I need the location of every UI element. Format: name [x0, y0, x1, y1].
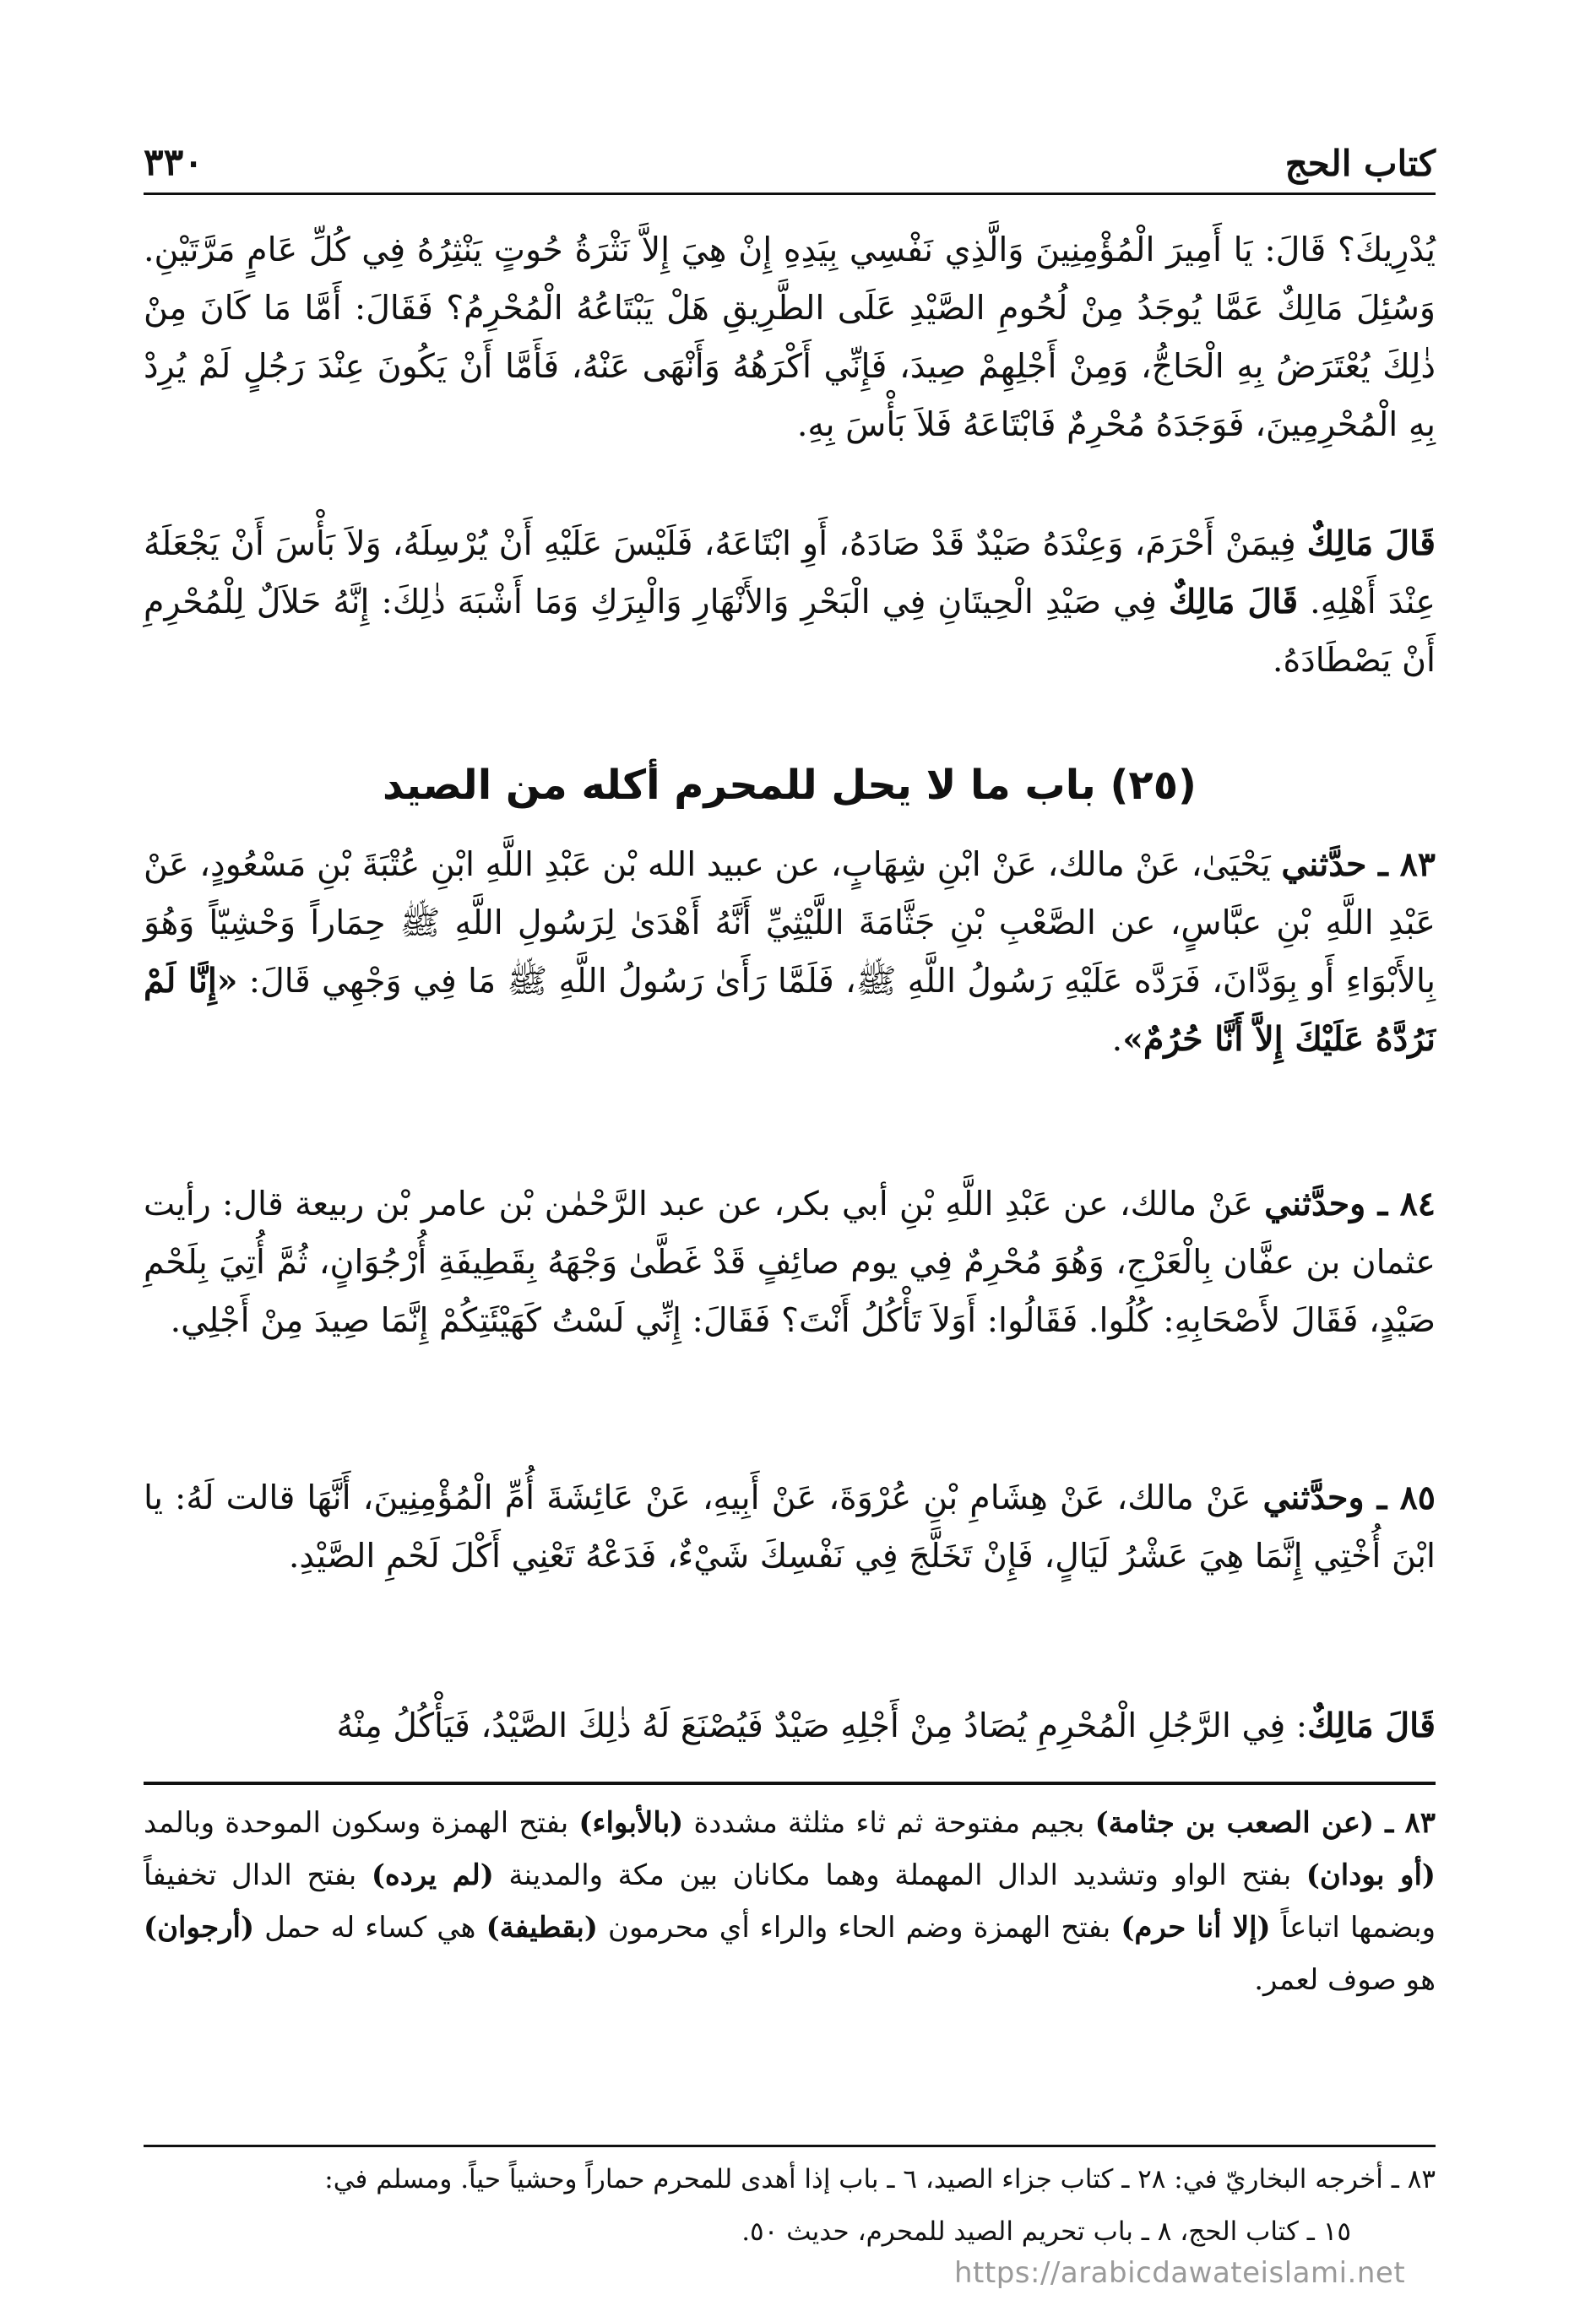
note-term-1: (عن الصعب بن جثامة) [1094, 1806, 1375, 1840]
note-text-2: بفتح الهمزة وسكون الموحدة وبالمد [144, 1806, 579, 1840]
paragraph-6 [144, 1697, 1436, 1755]
note-term-6: (بقطيفة) [486, 1911, 598, 1945]
paragraph-6-text [144, 1697, 1436, 1755]
hadith-83-text [144, 836, 1436, 1069]
paragraph-2-part-a: فِيمَنْ أَحْرَمَ، وَعِنْدَهُ صَيْدٌ قَدْ صَادَهُ، أَوِ ابْتَاعَهُ، فَلَيْسَ عَلَيْهِ أَنْ يُرْسِلَهُ، وَلاَ بَأْسَ أَنْ يَجْعَلَهُ عِنْدَ أَهْلِهِ. [144, 524, 1436, 621]
hadith-85-text [144, 1469, 1436, 1586]
malik-said-keyword-2: قَالَ مَالِكٌ [1168, 583, 1299, 621]
source-line-2: ١٥ ـ كتاب الحج، ٨ ـ باب تحريم الصيد للمحرم، حديث ٥٠. [741, 2216, 1351, 2247]
page-header [144, 125, 1436, 184]
hadith-84-keyword: وحدَّثني [1264, 1185, 1366, 1223]
hadith-84-text [144, 1175, 1436, 1350]
note-term-2: (بالأبواء) [578, 1806, 684, 1840]
note-text-5: بفتح الهمزة وضم الحاء والراء أي محرمون [597, 1911, 1121, 1945]
malik-said-keyword: قَالَ مَالِكٌ [1306, 524, 1436, 563]
paragraph-6-body: : فِي الرَّجُلِ الْمُحْرِمِ يُصَادُ مِنْ أَجْلِهِ صَيْدٌ فَيُصْنَعَ لَهُ ذٰلِكَ الصَّيْدُ، فَيَأْكُلُ مِنْهُ [336, 1706, 1308, 1745]
hadith-85-keyword: وحدَّثني [1262, 1478, 1365, 1517]
book-title: كتاب الحج [1284, 143, 1436, 184]
hadith-84 [144, 1175, 1436, 1350]
malik-said-keyword-3: قَالَ مَالِكٌ [1307, 1706, 1436, 1745]
hadith-85 [144, 1469, 1436, 1586]
note-term-4: (لم يرده) [371, 1858, 494, 1892]
note-text-6: هي كساء له حمل [254, 1911, 486, 1945]
paragraph-2-text [144, 515, 1436, 690]
paragraph-1-text: يُدْرِيكَ؟ قَالَ: يَا أَمِيرَ الْمُؤْمِنِينَ وَالَّذِي نَفْسِي بِيَدِهِ إِنْ هِيَ إِلاَّ نَثْرَةُ حُوتٍ يَنْثِرُهُ فِي كُلِّ عَامٍ مَرَّتَيْنِ. وَسُئِلَ مَالِكٌ عَمَّا يُوجَدُ مِنْ لُحُومِ الصَّيْدِ عَلَى الطَّرِيقِ هَلْ يَبْتَاعُهُ الْمُحْرِمُ؟ فَقَالَ: أَمَّا مَا كَانَ مِنْ ذٰلِكَ يُعْتَرَضُ بِهِ الْحَاجُّ، وَمِنْ أَجْلِهِمْ صِيدَ، فَإِنِّي أَكْرَهُهُ وَأَنْهَى عَنْهُ، فَأَمَّا أَنْ يَكُونَ عِنْدَ رَجُلٍ لَمْ يُرِدْ بِهِ الْمُحْرِمِينَ، فَوَجَدَهُ مُحْرِمٌ فَابْتَاعَهُ فَلاَ بَأْسَ بِهِ. [144, 231, 1436, 444]
note-term-7: (أرجوان) [144, 1911, 255, 1945]
hadith-84-body: عَنْ مالك، عن عَبْدِ اللَّهِ بْنِ أبي بكر، عن عبد الرَّحْمٰن بْن عامر بْن ربيعة قال: رأيت عثمان بن عفَّان بِالْعَرْجِ، وَهُوَ مُحْرِمٌ فِي يوم صائِفٍ قَدْ غَطَّىٰ وَجْهَهُ بِقَطِيفَةِ أُرْجُوَانٍ، ثُمَّ أُتِيَ بِلَحْمِ صَيْدٍ، فَقَالَ لأَصْحَابِهِ: كُلُوا. فَقَالُوا: أَوَلاَ تَأْكُلُ أَنْتَ؟ فَقَالَ: إِنِّي لَسْتُ كَهَيْئَتِكُمْ إِنَّمَا صِيدَ مِنْ أَجْلِي. [144, 1185, 1436, 1340]
source-line-1: ٨٣ ـ أخرجه البخاريّ في: ٢٨ ـ كتاب جزاء الصيد، ٦ ـ باب إذا أهدى للمحرم حماراً وحشياً حياً. ومسلم في: [324, 2164, 1436, 2195]
hadith-83-end: . [1111, 1020, 1123, 1059]
hadith-83-quote: «إِنَّا لَمْ نَرُدَّهُ عَلَيْكَ إِلاَّ أَنَّا حُرُمٌ» [144, 962, 1436, 1059]
paragraph-2-part-b: فِي صَيْدِ الْحِيتَانِ فِي الْبَحْرِ وَالأَنْهَارِ وَالْبِرَكِ وَمَا أَشْبَهَ ذٰلِكَ: إِنَّهُ حَلاَلٌ لِلْمُحْرِمِ أَنْ يَصْطَادَهُ. [144, 583, 1436, 680]
note-83-number: ٨٣ ـ [1374, 1806, 1436, 1840]
note-83 [144, 1797, 1436, 2006]
page-number: ٣٣٠ [144, 141, 204, 184]
paragraph-2 [144, 515, 1436, 690]
explanatory-notes [144, 1797, 1436, 2006]
note-text-3: بفتح الواو وتشديد الدال المهملة وهما مكانان بين مكة والمدينة [493, 1858, 1306, 1892]
note-text-1: بجيم مفتوحة ثم ثاء مثلثة مشددة [683, 1806, 1095, 1840]
header-rule [144, 193, 1436, 195]
hadith-83-number: ٨٣ ـ [1366, 845, 1436, 884]
source-references [144, 2153, 1436, 2258]
watermark: https://arabicdawateislami.net [954, 2256, 1406, 2290]
note-term-5: (إلا أنا حرم) [1121, 1911, 1271, 1945]
hadith-85-number: ٨٥ ـ [1364, 1478, 1436, 1517]
paragraph-1 [144, 221, 1436, 454]
hadith-83-body: يَحْيَىٰ، عَنْ مالك، عَنْ ابْنِ شِهَابٍ، عن عبيد الله بْن عَبْدِ اللَّهِ ابْنِ عُتْبَةَ بْنِ مَسْعُودٍ، عَنْ عَبْدِ اللَّهِ بْنِ عبَّاسٍ، عن الصَّعْبِ بْنِ جَثَّامَةَ اللَّيْثِيِّ أَنَّهُ أَهْدَىٰ لِرَسُولِ اللَّهِ ﷺ حِمَاراً وَحْشِيّاً وَهُوَ بِالأَبْوَاءِ أَو بِوَدَّانَ، فَرَدَّه عَلَيْهِ رَسُولُ اللَّهِ ﷺ، فَلَمَّا رَأَىٰ رَسُولُ اللَّهِ ﷺ مَا فِي وَجْهِي قَالَ: [144, 845, 1436, 1001]
note-text-4: بفتح الدال تخفيفاً وبضمها اتباعاً [144, 1858, 1436, 1945]
hadith-83-keyword: حدَّثني [1281, 845, 1367, 884]
chapter-title: (٢٥) باب ما لا يحل للمحرم أكله من الصيد [383, 762, 1197, 809]
sources-rule [144, 2145, 1436, 2147]
hadith-85-body: عَنْ مالك، عَنْ هِشَامِ بْنِ عُرْوَةَ، عَنْ أَبِيهِ، عَنْ عَائِشَةَ أُمِّ الْمُؤْمِنِينَ، أَنَّهَا قالت لَهُ: يا ابْنَ أُخْتِي إِنَّمَا هِيَ عَشْرُ لَيَالٍ، فَإِنْ تَخَلَّجَ فِي نَفْسِكَ شَيْءٌ، فَدَعْهُ تَعْنِي أَكْلَ لَحْمِ الصَّيْدِ. [144, 1478, 1436, 1576]
hadith-83 [144, 836, 1436, 1069]
note-text-7: هو صوف لعمر. [1254, 1963, 1436, 1997]
hadith-84-number: ٨٤ ـ [1365, 1185, 1436, 1223]
note-term-3: (أو بودان) [1306, 1858, 1436, 1892]
notes-rule [144, 1782, 1436, 1785]
